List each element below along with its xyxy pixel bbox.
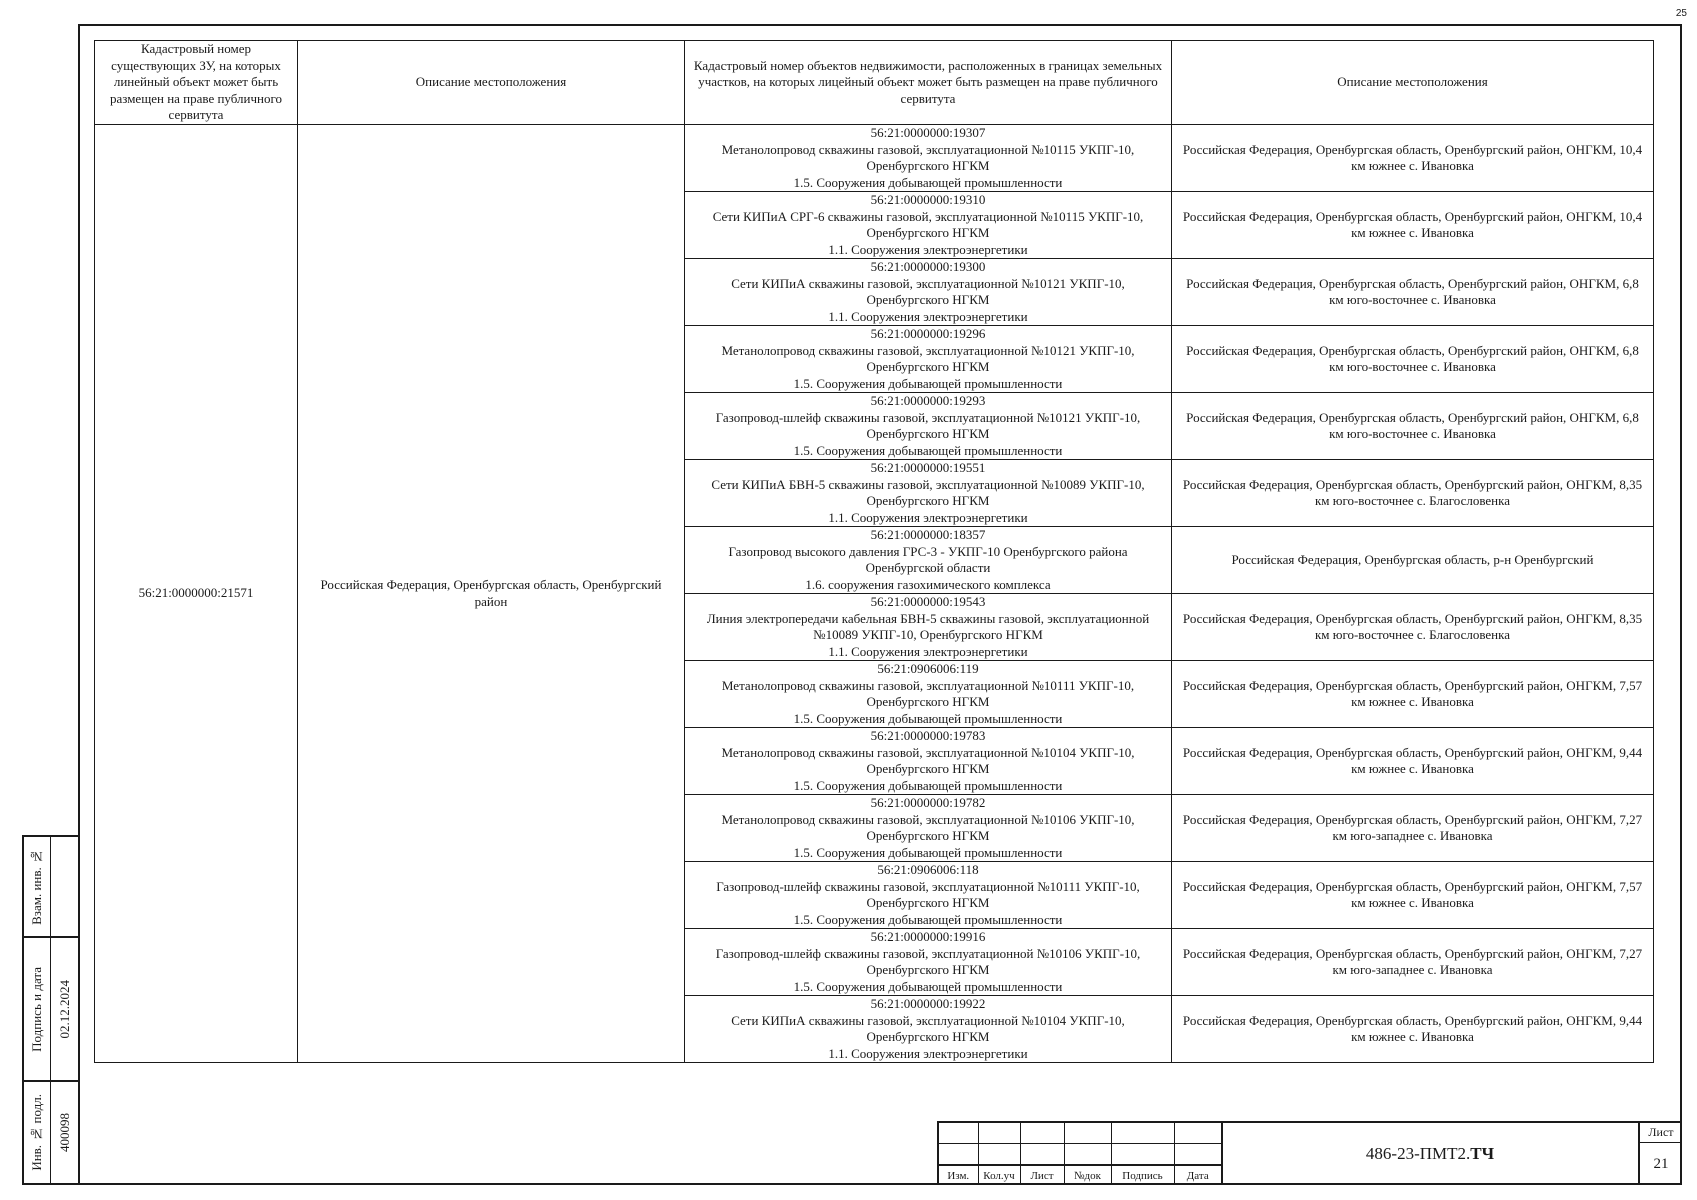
object-cadastral: 56:21:0906006:118 [877,862,979,877]
object-cell [685,326,1172,393]
object-cell [685,728,1172,795]
object-cell [685,393,1172,460]
sheet-box [1640,1123,1682,1185]
object-name: Метанолопровод скважины газовой, эксплуатационной №10111 УКПГ-10, Оренбургского НГКМ [721,677,1135,709]
stamp-row-signature [24,938,78,1082]
object-cell [685,192,1172,259]
object-category: 1.5. Сооружения добывающей промышленности [793,375,1063,391]
object-name: Сети КИПиА скважины газовой, эксплуатационной №10121 УКПГ-10, Оренбургского НГКМ [731,275,1125,307]
object-cell [685,125,1172,192]
object-name: Линия электропередачи кабельная БВН-5 скважины газовой, эксплуатационной №10089 УКПГ-10, Оренбургского НГКМ [706,610,1150,642]
object-cell [685,460,1172,527]
object-location: Российская Федерация, Оренбургская область, Оренбургский район, ОНГКМ, 6,8 км юго-восточнее с. Ивановка [1172,393,1654,460]
object-location: Российская Федерация, Оренбургская область, Оренбургский район, ОНГКМ, 8,35 км юго-восточнее с. Благословенка [1172,460,1654,527]
object-name: Газопровод высокого давления ГРС-3 - УКПГ-10 Оренбургского района Оренбургской области [728,543,1128,575]
object-cell [685,259,1172,326]
object-cadastral: 56:21:0000000:19551 [870,460,986,475]
object-name: Сети КИПиА СРГ-6 скважины газовой, эксплуатационной №10115 УКПГ-10, Оренбургского НГКМ [712,208,1144,240]
document-code [1222,1123,1640,1185]
header-object-location: Описание местоположения [1172,41,1654,125]
object-cadastral: 56:21:0000000:19296 [870,326,986,341]
object-location: Российская Федерация, Оренбургская область, Оренбургский район, ОНГКМ, 8,35 км юго-восточнее с. Благословенка [1172,594,1654,661]
easement-table [94,40,1654,1063]
object-cadastral: 56:21:0000000:19300 [870,259,986,274]
header-parcel-location: Описание местоположения [298,41,685,125]
object-cadastral: 56:21:0000000:19543 [870,594,986,609]
object-name: Сети КИПиА БВН-5 скважины газовой, эксплуатационной №10089 УКПГ-10, Оренбургского НГКМ [711,476,1145,508]
sheet-label: Лист [1640,1123,1682,1143]
object-cell [685,594,1172,661]
object-name: Метанолопровод скважины газовой, эксплуатационной №10104 УКПГ-10, Оренбургского НГКМ [721,744,1135,776]
inventory-label: Инв. № подл. [29,1094,44,1171]
col-list: Лист [1020,1165,1064,1185]
object-category: 1.1. Сооружения электроэнергетики [828,241,1028,257]
document-code-prefix: 486-23-ПМТ2. [1365,1144,1471,1163]
object-location: Российская Федерация, Оренбургская область, Оренбургский район, ОНГКМ, 10,4 км южнее с. Ивановка [1172,192,1654,259]
revision-grid [939,1123,1223,1185]
object-cadastral: 56:21:0000000:19916 [870,929,986,944]
table-row [95,125,1654,192]
object-name: Метанолопровод скважины газовой, эксплуатационной №10115 УКПГ-10, Оренбургского НГКМ [721,141,1135,173]
object-name: Газопровод-шлейф скважины газовой, эксплуатационной №10106 УКПГ-10, Оренбургского НГКМ [715,945,1141,977]
object-cell [685,929,1172,996]
title-block [937,1121,1682,1185]
page-number: 25 [1675,8,1687,19]
signature-label: Подпись и дата [29,966,44,1052]
object-location: Российская Федерация, Оренбургская область, Оренбургский район, ОНГКМ, 7,27 км юго-западнее с. Ивановка [1172,929,1654,996]
object-cadastral: 56:21:0000000:19782 [870,795,986,810]
object-location: Российская Федерация, Оренбургская область, Оренбургский район, ОНГКМ, 7,27 км юго-западнее с. Ивановка [1172,795,1654,862]
object-cadastral: 56:21:0000000:18357 [870,527,986,542]
object-category: 1.5. Сооружения добывающей промышленности [793,978,1063,994]
object-name: Газопровод-шлейф скважины газовой, эксплуатационной №10121 УКПГ-10, Оренбургского НГКМ [715,409,1141,441]
object-location: Российская Федерация, Оренбургская область, Оренбургский район, ОНГКМ, 7,57 км южнее с. Ивановка [1172,862,1654,929]
stamp-row-inventory [24,1082,78,1183]
object-cadastral: 56:21:0000000:19310 [870,192,986,207]
object-category: 1.5. Сооружения добывающей промышленности [793,844,1063,860]
object-location: Российская Федерация, Оренбургская область, Оренбургский район, ОНГКМ, 9,44 км южнее с. Ивановка [1172,728,1654,795]
object-category: 1.5. Сооружения добывающей промышленности [793,174,1063,190]
table-header-row [95,41,1654,125]
object-location: Российская Федерация, Оренбургская область, Оренбургский район, ОНГКМ, 6,8 км юго-восточнее с. Ивановка [1172,326,1654,393]
object-location: Российская Федерация, Оренбургская область, Оренбургский район, ОНГКМ, 9,44 км южнее с. Ивановка [1172,996,1654,1063]
object-location: Российская Федерация, Оренбургская область, Оренбургский район, ОНГКМ, 6,8 км юго-восточнее с. Ивановка [1172,259,1654,326]
object-location: Российская Федерация, Оренбургская область, Оренбургский район, ОНГКМ, 7,57 км южнее с. Ивановка [1172,661,1654,728]
object-category: 1.1. Сооружения электроэнергетики [828,308,1028,324]
object-cadastral: 56:21:0000000:19783 [870,728,986,743]
col-ndok: №док [1064,1165,1111,1185]
stamp-row-vzam [24,837,78,938]
signature-date: 02.12.2024 [56,979,72,1039]
col-kol-uch: Кол.уч [978,1165,1020,1185]
object-category: 1.6. сооружения газохимического комплекса [805,576,1051,592]
parcel-location: Российская Федерация, Оренбургская область, Оренбургский район [298,125,685,1063]
side-approval-stamp [22,835,78,1185]
object-category: 1.1. Сооружения электроэнергетики [828,509,1028,525]
object-cadastral: 56:21:0000000:19307 [870,125,986,140]
object-cell [685,862,1172,929]
object-name: Метанолопровод скважины газовой, эксплуатационной №10106 УКПГ-10, Оренбургского НГКМ [721,811,1135,843]
object-name: Сети КИПиА скважины газовой, эксплуатационной №10104 УКПГ-10, Оренбургского НГКМ [731,1012,1125,1044]
object-name: Газопровод-шлейф скважины газовой, эксплуатационной №10111 УКПГ-10, Оренбургского НГКМ [716,878,1140,910]
document-code-suffix: ТЧ [1470,1144,1495,1163]
object-category: 1.5. Сооружения добывающей промышленности [793,442,1063,458]
object-category: 1.5. Сооружения добывающей промышленности [793,710,1063,726]
object-category: 1.5. Сооружения добывающей промышленности [793,777,1063,793]
sheet-number: 21 [1653,1155,1669,1172]
parcel-cadastral-number: 56:21:0000000:21571 [95,125,298,1063]
inventory-number: 400098 [56,1113,72,1152]
object-cadastral: 56:21:0000000:19922 [870,996,986,1011]
header-parcel-number: Кадастровый номер существующих ЗУ, на которых линейный объект может быть размещен на праве публичного сервитута [95,41,298,125]
object-location: Российская Федерация, Оренбургская область, р-н Оренбургский [1172,527,1654,594]
col-data: Дата [1174,1165,1222,1185]
object-category: 1.1. Сооружения электроэнергетики [828,1045,1028,1061]
object-category: 1.1. Сооружения электроэнергетики [828,643,1028,659]
object-cell [685,527,1172,594]
object-name: Метанолопровод скважины газовой, эксплуатационной №10121 УКПГ-10, Оренбургского НГКМ [721,342,1135,374]
object-category: 1.5. Сооружения добывающей промышленности [793,911,1063,927]
object-cadastral: 56:21:0000000:19293 [870,393,986,408]
object-cell [685,661,1172,728]
object-location: Российская Федерация, Оренбургская область, Оренбургский район, ОНГКМ, 10,4 км южнее с. Ивановка [1172,125,1654,192]
object-cell [685,996,1172,1063]
revision-header-row [939,1165,1222,1185]
col-izm: Изм. [939,1165,978,1185]
header-object-number: Кадастровый номер объектов недвижимости, расположенных в границах земельных участков, на которых лицейный объект может быть размещен на праве публичного сервитута [685,41,1172,125]
object-cadastral: 56:21:0906006:119 [877,661,979,676]
vzam-label: Взам. инв. № [29,848,44,925]
object-cell [685,795,1172,862]
col-podpis: Подпись [1111,1165,1174,1185]
